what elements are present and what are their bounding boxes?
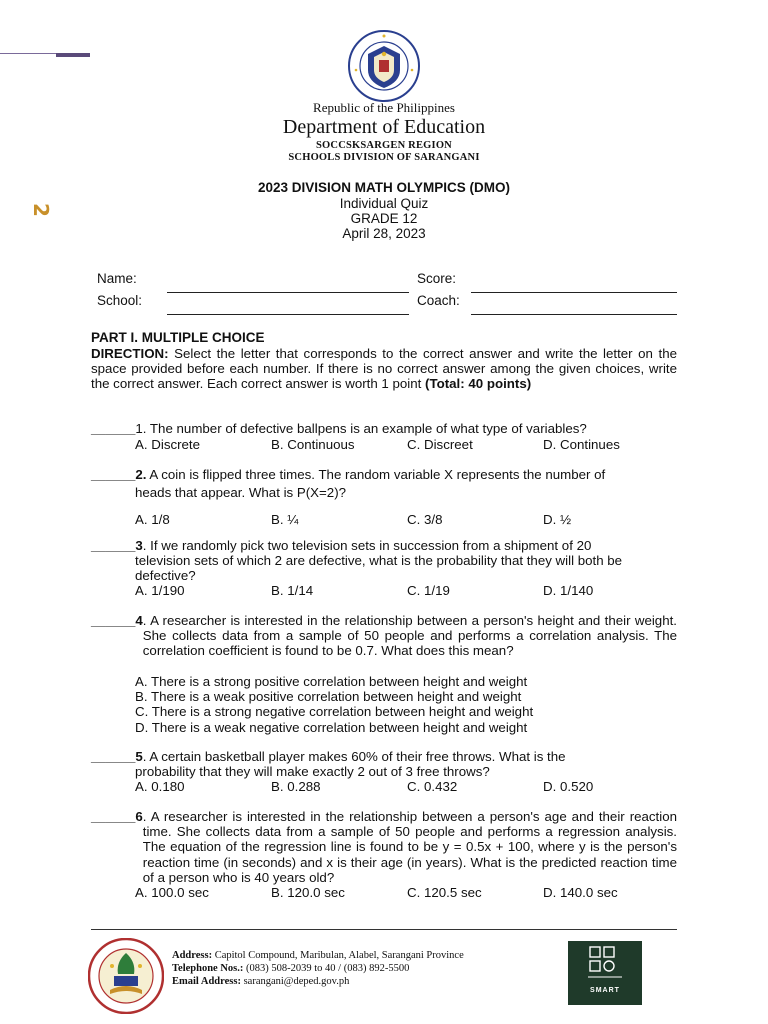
question-5-choices [135, 779, 695, 794]
direction-paragraph [91, 346, 677, 392]
question-1-choices [135, 437, 695, 452]
question-3-choices [135, 583, 695, 598]
footer-address: Address: Capitol Compound, Maribulan, Alabel, Sarangani Province [172, 950, 464, 961]
choice-b: B. 1/14 [271, 583, 314, 598]
choice-a: A. 1/190 [135, 583, 185, 598]
smart-label: SMART [590, 987, 620, 994]
footer-phone: Telephone Nos.: (083) 508-2039 to 40 / (083) 892-5500 [172, 963, 410, 974]
question-2: ______2. A coin is flipped three times. The random variable X represents the number of [91, 467, 606, 482]
question-4-options [135, 674, 533, 735]
coach-label: Coach: [417, 293, 460, 308]
department-heading: Department of Education [282, 116, 486, 138]
choice-c: C. 1/19 [407, 583, 450, 598]
smart-logo [568, 941, 642, 1005]
answer-blank-2[interactable]: ______ [91, 467, 136, 482]
choice-a: A. 100.0 sec [135, 885, 209, 900]
part-heading: PART I. MULTIPLE CHOICE [91, 330, 265, 345]
direction-label: DIRECTION: [91, 346, 169, 361]
question-3-stem-cont: television sets of which 2 are defective, what is the probability that they will both be defective? [135, 553, 623, 584]
option-c: C. There is a strong negative correlation between height and weight [135, 704, 534, 720]
question-5: ______5. A certain basketball player makes 60% of their free throws. What is the [91, 749, 566, 764]
name-field[interactable] [167, 292, 409, 293]
question-2-choices [135, 512, 695, 527]
region-heading: SOCCSKSARGEN REGION [316, 140, 452, 151]
choice-d: D. 0.520 [543, 779, 594, 794]
corner-line [0, 53, 60, 54]
question-1: ______1. The number of defective ballpens is an example of what type of variables? [91, 421, 587, 436]
score-field[interactable] [471, 292, 677, 293]
answer-blank-5[interactable]: ______ [91, 749, 136, 764]
choice-b: B. 0.288 [271, 779, 321, 794]
answer-blank-1[interactable]: ______ [91, 421, 136, 436]
school-field[interactable] [167, 314, 409, 315]
option-a: A. There is a strong positive correlation between height and weight [135, 674, 528, 689]
footer-email: Email Address: sarangani@deped.gov.ph [172, 976, 350, 987]
option-b: B. There is a weak positive correlation between height and weight [135, 689, 522, 705]
option-d: D. There is a weak negative correlation between height and weight [135, 719, 528, 735]
choice-a: A. 0.180 [135, 779, 185, 794]
question-5-stem-cont: probability that they will make exactly 2 out of 3 free throws? [135, 764, 490, 779]
coach-field[interactable] [471, 314, 677, 315]
choice-c: C. 120.5 sec [407, 885, 482, 900]
choice-b: B. Continuous [271, 437, 355, 452]
choice-d: D. 140.0 sec [543, 885, 618, 900]
question-6-choices [135, 885, 695, 900]
quiz-date: April 28, 2023 [342, 226, 426, 241]
direction-total: (Total: 40 points) [425, 376, 532, 392]
contest-title: 2023 DIVISION MATH OLYMPICS (DMO) [257, 180, 511, 195]
choice-b: B. ¼ [271, 512, 299, 527]
question-2-stem-cont: heads that appear. What is P(X=2)? [135, 485, 347, 500]
choice-b: B. 120.0 sec [271, 885, 345, 900]
answer-blank-4[interactable]: ______ [91, 613, 136, 628]
choice-d: D. Continues [543, 437, 620, 452]
grade-level: GRADE 12 [350, 211, 418, 226]
choice-c: C. Discreet [407, 437, 473, 452]
school-label: School: [97, 293, 143, 308]
name-label: Name: [97, 271, 137, 286]
corner-bar [56, 53, 90, 57]
choice-d: D. ½ [543, 512, 572, 527]
choice-d: D. 1/140 [543, 583, 594, 598]
choice-a: A. 1/8 [135, 512, 170, 527]
direction-text: Select the letter that corresponds to the correct answer and write the letter on the space provided before each number. If there is no correct answer among the given choices, write the correct answer. Each correct answer is worth 1 point [91, 346, 677, 392]
answer-blank-6[interactable]: ______ [91, 809, 136, 824]
division-heading: SCHOOLS DIVISION OF SARANGANI [288, 152, 480, 163]
answer-blank-3[interactable]: ______ [91, 538, 136, 553]
question-4: ______4 . A researcher is interested in the relationship between a person's height and their weight. She collects data from a sample of 50 people and performs a correlation analysis. The correlation coefficient is found to be 0.7. What does this mean? [91, 613, 677, 659]
choice-c: C. 3/8 [407, 512, 443, 527]
smart-emblem-icon [568, 941, 642, 989]
question-3: ______3. If we randomly pick two television sets in succession from a shipment of 20 [91, 538, 592, 553]
question-6: ______6 . A researcher is interested in the relationship between a person's age and their reaction time. She collects data from a sample of 50 people and performs a regression analysis. The equation of the regression line is found to be y = 0.5x + 100, where y is the person's reaction time (in seconds) and x is their age (in years). What is the predicted reaction time of a person who is 40 years old? [91, 809, 677, 885]
score-label: Score: [417, 271, 457, 286]
division-seal-logo [88, 938, 164, 1014]
quiz-type: Individual Quiz [339, 196, 429, 211]
footer-rule [91, 929, 677, 930]
page-side-number: 2 [28, 203, 53, 217]
choice-c: C. 0.432 [407, 779, 458, 794]
footer-contact [172, 949, 464, 988]
deped-seal-logo [348, 30, 420, 102]
republic-heading: Republic of the Philippines [313, 100, 455, 115]
choice-a: A. Discrete [135, 437, 201, 452]
